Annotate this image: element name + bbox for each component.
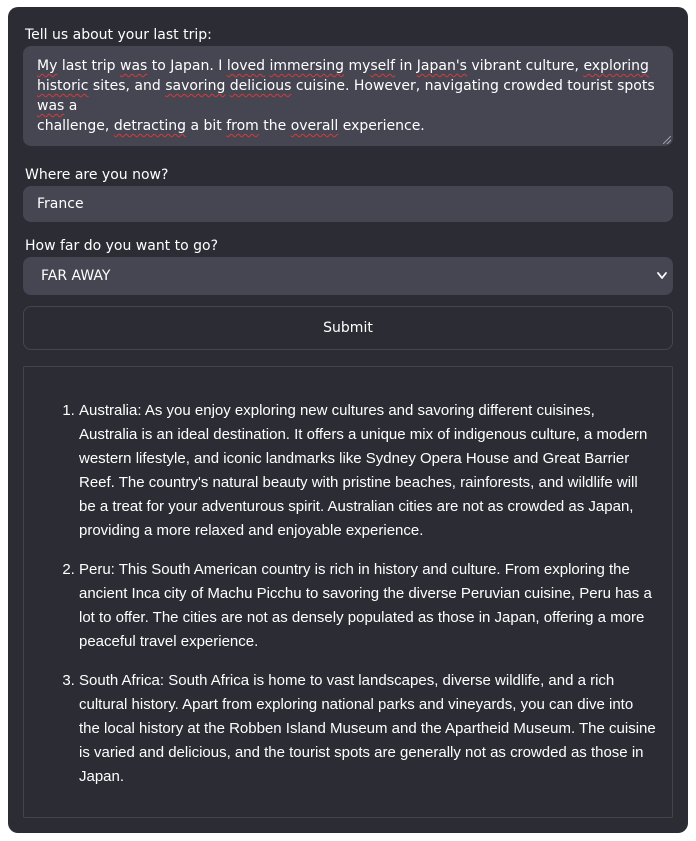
location-input[interactable]: France <box>23 186 673 222</box>
results-list <box>56 399 656 804</box>
results-panel <box>23 366 673 818</box>
trip-form-card <box>8 7 688 833</box>
trip-label: Tell us about your last trip: <box>25 27 212 43</box>
resize-grip-icon[interactable] <box>663 136 671 144</box>
trip-text-line: challenge, detracting a bit from the overall experience. <box>37 118 425 134</box>
distance-label: How far do you want to go? <box>25 238 219 254</box>
result-item: 3. South Africa: South Africa is home to vast landscapes, diverse wildlife, and a rich cultural history. Apart from exploring national parks and vineyards, you can dive into the local history at the Robben Island Museum and the Apartheid Museum. The cuisine is varied and delicious, and the tourist spots are generally not as crowded as those in Japan. <box>79 669 656 789</box>
trip-textarea[interactable] <box>23 46 673 146</box>
location-label: Where are you now? <box>25 167 169 183</box>
result-item: 2. Peru: This South American country is rich in history and culture. From exploring the ancient Inca city of Machu Picchu to savoring the diverse Peruvian cuisine, Peru has a lot to offer. The cities are not as densely populated as those in Japan, offering a more peaceful travel experience. <box>79 558 656 654</box>
trip-text-line: historic sites, and savoring delicious cuisine. However, navigating crowded tourist spots was a <box>37 78 655 114</box>
trip-text-line: My last trip was to Japan. I loved immersing myself in Japan's vibrant culture, exploring <box>37 58 649 74</box>
distance-selected-value: FAR AWAY <box>41 268 111 284</box>
distance-select[interactable] <box>23 257 673 295</box>
result-item: 1. Australia: As you enjoy exploring new cultures and savoring different cuisines, Australia is an ideal destination. It offers a unique mix of indigenous culture, a modern western lifestyle, and iconic landmarks like Sydney Opera House and Great Barrier Reef. The country's natural beauty with pristine beaches, rainforests, and wildlife will be a treat for your adventurous spirit. Australian cities are not as crowded as Japan, providing a more relaxed and enjoyable experience. <box>79 399 656 543</box>
submit-button[interactable]: Submit <box>23 306 673 350</box>
chevron-down-icon <box>655 257 669 295</box>
